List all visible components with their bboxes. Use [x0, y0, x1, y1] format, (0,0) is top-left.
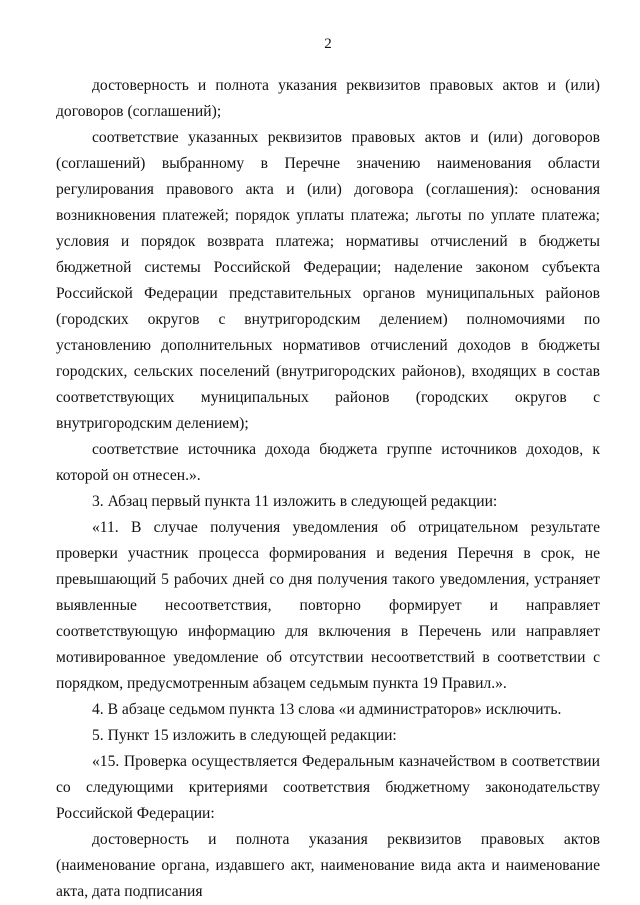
paragraph: 4. В абзаце седьмом пункта 13 слова «и администраторов» исключить.: [92, 701, 562, 718]
paragraph: 3. Абзац первый пункта 11 изложить в следующей редакции:: [92, 493, 498, 510]
document-body: [56, 73, 600, 905]
paragraph: соответствие источника дохода бюджета группе источников доходов, к которой он отнесен.».: [56, 441, 600, 484]
paragraph: «11. В случае получения уведомления об отрицательном результате проверки участник процесса формирования и ведения Перечня в срок, не превышающий 5 рабочих дней со дня получения такого уведомления, устраняет выявленные несоответствия, повторно формирует и направляет соответствующую информацию для включения в Перечень или направляет мотивированное уведомление об отсутствии несоответствий в соответствии с порядком, предусмотренным абзацем седьмым пункта 19 Правил.».: [56, 519, 600, 692]
paragraph: «15. Проверка осуществляется Федеральным казначейством в соответствии со следующими критериями соответствия бюджетному законодательству Российской Федерации:: [56, 753, 600, 822]
paragraph: достоверность и полнота указания реквизитов правовых актов и (или) договоров (соглашений);: [56, 77, 600, 120]
paragraph: 5. Пункт 15 изложить в следующей редакции:: [92, 727, 397, 744]
paragraph: достоверность и полнота указания реквизитов правовых актов (наименование органа, издавшего акт, наименование вида акта и наименование акта, дата подписания: [56, 831, 600, 900]
page-number: 2: [324, 36, 332, 52]
paragraph: соответствие указанных реквизитов правовых актов и (или) договоров (соглашений) выбранному в Перечне значению наименования области регулирования правового акта и (или) договора (соглашения): основания возникновения платежей; порядок уплаты платежа; льготы по уплате платежа; условия и порядок возврата платежа; нормативы отчислений в бюджеты бюджетной системы Российской Федерации; наделение законом субъекта Российской Федерации представительных органов муниципальных районов (городских округов с внутригородским делением) полномочиями по установлению дополнительных нормативов отчислений доходов в бюджеты городских, сельских поселений (внутригородских районов), входящих в состав соответствующих муниципальных районов (городских округов с внутригородским делением);: [56, 129, 600, 432]
